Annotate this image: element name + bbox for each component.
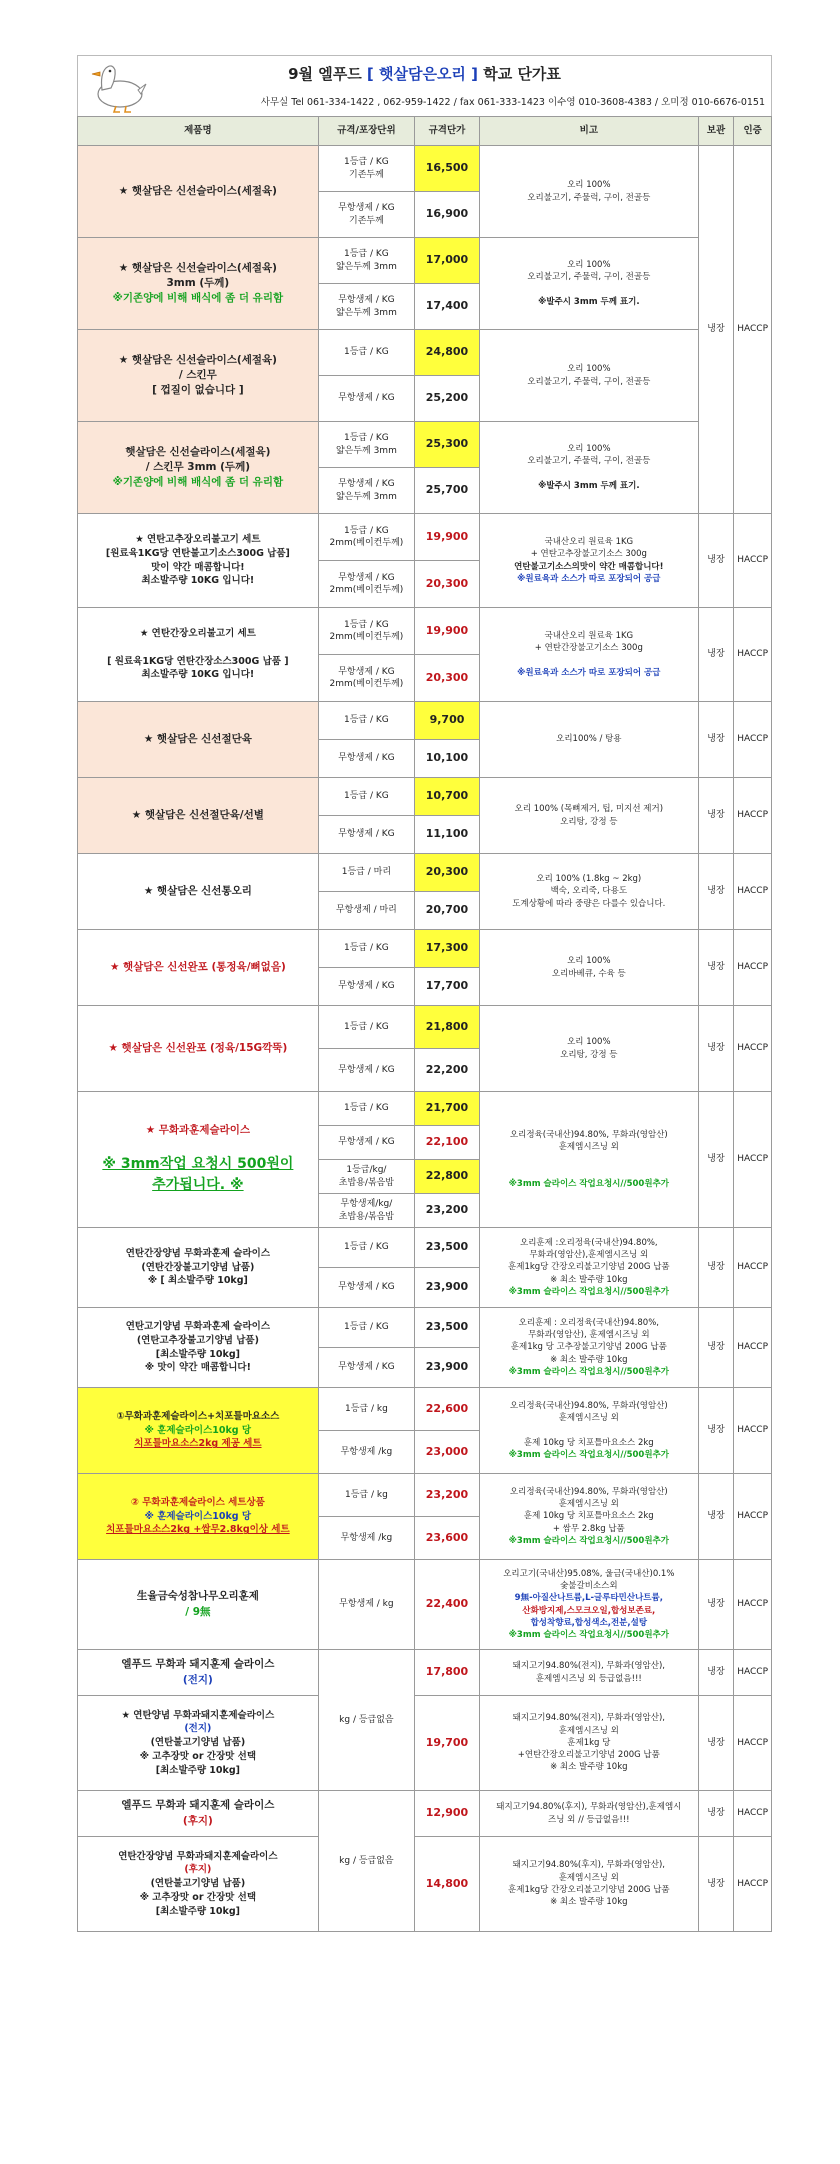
price-cell: 19,900 bbox=[415, 514, 480, 561]
note-cell: 돼지고기94.80%(전지), 무화과(영암산), 훈제엠시즈닝 외 등급없음!!! bbox=[479, 1650, 698, 1696]
sheet-header bbox=[77, 55, 772, 116]
spec-cell: 1등급 / KG 2mm(베이컨두께) bbox=[318, 514, 414, 561]
note-cell: 오리정육(국내산)94.80%, 무화과(영암산) 훈제엠시즈닝 외 훈제 10kg 당 치포틀마요소스 2kg + 쌈무 2.8kg 납품 ※3mm 슬라이스 작업요청시//500원추가 bbox=[479, 1474, 698, 1560]
storage-cell: 냉장 bbox=[698, 1388, 734, 1474]
price-cell: 23,500 bbox=[415, 1308, 480, 1348]
spec-cell: 1등급 / KG bbox=[318, 1006, 414, 1049]
price-cell: 11,100 bbox=[415, 816, 480, 854]
storage-cell: 냉장 bbox=[698, 1006, 734, 1092]
product-name: ★ 햇살담은 신선완포 (정육/15G깍뚝) bbox=[78, 1006, 319, 1092]
spec-cell: 무항생제 / KG bbox=[318, 376, 414, 422]
note-cell: 오리정육(국내산)94.80%, 무화과(영암산) 훈제엠시즈닝 외 훈제 10kg 당 치포틀마요소스 2kg ※3mm 슬라이스 작업요청시//500원추가 bbox=[479, 1388, 698, 1474]
spec-cell: 1등급 / KG bbox=[318, 778, 414, 816]
col-name: 제품명 bbox=[78, 117, 319, 146]
product-name: ★ 연탄양념 무화과돼지훈제슬라이스 (전지) (연탄불고기양념 납품) ※ 고추장맛 or 간장맛 선택 [최소발주량 10kg] bbox=[78, 1696, 319, 1791]
price-cell: 22,800 bbox=[415, 1160, 480, 1194]
product-name: ★ 연탄간장오리불고기 세트 [ 원료육1KG당 연탄간장소스300G 납품 ] 최소발주량 10KG 입니다! bbox=[78, 608, 319, 702]
table-row bbox=[78, 1650, 772, 1696]
spec-cell: 1등급 / KG bbox=[318, 930, 414, 968]
note-cell: 오리훈제 : 오리정육(국내산)94.80%, 무화과(영암산), 훈제엠시즈닝 외 훈제1kg 당 고추장불고기양념 200G 납품 ※ 최소 발주량 10kg ※3mm 슬라이스 작업요청시//500원추가 bbox=[479, 1308, 698, 1388]
price-cell: 17,400 bbox=[415, 284, 480, 330]
price-cell: 10,100 bbox=[415, 740, 480, 778]
cert-cell: HACCP bbox=[734, 1791, 772, 1837]
cert-cell: HACCP bbox=[734, 1837, 772, 1932]
storage-cell: 냉장 bbox=[698, 1092, 734, 1228]
table-row bbox=[78, 1696, 772, 1791]
storage-cell: 냉장 bbox=[698, 514, 734, 608]
product-name: ★ 햇살담은 신선절단육/선별 bbox=[78, 778, 319, 854]
product-name: ★ 햇살담은 신선슬라이스(세절육) / 스킨무 [ 껍질이 없습니다 ] bbox=[78, 330, 319, 422]
price-cell: 22,600 bbox=[415, 1388, 480, 1431]
note-cell: 돼지고기94.80%(후지), 무화과(영암산),훈제엠시 즈닝 외 // 등급없음!!! bbox=[479, 1791, 698, 1837]
note-cell: 오리 100% 오리불고기, 주물럭, 구이, 전골등 bbox=[479, 330, 698, 422]
spec-cell: 무항생제/kg/ 초밥용/볶음밥 bbox=[318, 1194, 414, 1228]
price-cell: 22,200 bbox=[415, 1049, 480, 1092]
price-cell: 17,300 bbox=[415, 930, 480, 968]
cert-cell: HACCP bbox=[734, 1228, 772, 1308]
table-row bbox=[78, 1308, 772, 1348]
product-name: 연탄간장양념 무화과돼지훈제슬라이스 (후지) (연탄불고기양념 납품) ※ 고추장맛 or 간장맛 선택 [최소발주량 10kg] bbox=[78, 1837, 319, 1932]
note-cell: 돼지고기94.80%(전지), 무화과(영암산), 훈제엠시즈닝 외 훈제1kg 당 +연탄간장오리불고기양념 200G 납품 ※ 최소 발주량 10kg bbox=[479, 1696, 698, 1791]
price-cell: 23,500 bbox=[415, 1228, 480, 1268]
note-cell: 국내산오리 원료육 1KG + 연탄간장불고기소스 300g ※원료육과 소스가 따로 포장되어 공급 bbox=[479, 608, 698, 702]
price-cell: 24,800 bbox=[415, 330, 480, 376]
product-name: ★ 햇살담은 신선슬라이스(세절육) 3mm (두께) ※기존양에 비해 배식에 좀 더 유리함 bbox=[78, 238, 319, 330]
table-row bbox=[78, 1006, 772, 1049]
price-cell: 22,100 bbox=[415, 1126, 480, 1160]
cert-cell: HACCP bbox=[734, 1696, 772, 1791]
spec-cell: 무항생제 / KG bbox=[318, 1268, 414, 1308]
price-cell: 20,300 bbox=[415, 561, 480, 608]
note-cell: 오리100% / 탕용 bbox=[479, 702, 698, 778]
storage-cell: 냉장 bbox=[698, 1650, 734, 1696]
note-cell: 오리 100% 오리탕, 강정 등 bbox=[479, 1006, 698, 1092]
spec-cell: 1등급 / kg bbox=[318, 1474, 414, 1517]
storage-cell: 냉장 bbox=[698, 608, 734, 702]
product-name: 연탄고기양념 무화과훈제 슬라이스 (연탄고추장불고기양념 납품) [최소발주량 10kg] ※ 맛이 약간 매콤합니다! bbox=[78, 1308, 319, 1388]
table-row bbox=[78, 1388, 772, 1431]
spec-cell: 1등급 / KG bbox=[318, 330, 414, 376]
price-cell: 23,900 bbox=[415, 1348, 480, 1388]
price-cell: 16,500 bbox=[415, 146, 480, 192]
price-cell: 17,700 bbox=[415, 968, 480, 1006]
table-row bbox=[78, 930, 772, 968]
col-price: 규격단가 bbox=[415, 117, 480, 146]
product-name: ★ 햇살담은 신선슬라이스(세절육) bbox=[78, 146, 319, 238]
price-cell: 23,600 bbox=[415, 1517, 480, 1560]
price-cell: 23,900 bbox=[415, 1268, 480, 1308]
price-cell: 23,200 bbox=[415, 1474, 480, 1517]
cert-cell: HACCP bbox=[734, 854, 772, 930]
spec-cell: 1등급 / KG 2mm(베이컨두께) bbox=[318, 608, 414, 655]
product-name: 연탄간장양념 무화과훈제 슬라이스 (연탄간장불고기양념 납품) ※ [ 최소발주량 10kg] bbox=[78, 1228, 319, 1308]
spec-cell: 무항생제 /kg bbox=[318, 1431, 414, 1474]
price-cell: 17,000 bbox=[415, 238, 480, 284]
spec-cell: 1등급/kg/ 초밥용/볶음밥 bbox=[318, 1160, 414, 1194]
price-cell: 17,800 bbox=[415, 1650, 480, 1696]
storage-cell: 냉장 bbox=[698, 854, 734, 930]
spec-cell: 1등급 / KG bbox=[318, 1092, 414, 1126]
table-row bbox=[78, 146, 772, 192]
table-row bbox=[78, 1560, 772, 1650]
cert-cell: HACCP bbox=[734, 1474, 772, 1560]
cert-cell: HACCP bbox=[734, 1560, 772, 1650]
product-name: ★ 연탄고추장오리불고기 세트 [원료육1KG당 연탄불고기소스300G 납품] 맛이 약간 매콤합니다! 최소발주량 10KG 입니다! bbox=[78, 514, 319, 608]
price-cell: 23,200 bbox=[415, 1194, 480, 1228]
price-cell: 21,800 bbox=[415, 1006, 480, 1049]
spec-cell: 무항생제 / KG 얇은두께 3mm bbox=[318, 284, 414, 330]
price-cell: 20,300 bbox=[415, 854, 480, 892]
storage-cell: 냉장 bbox=[698, 930, 734, 1006]
storage-cell: 냉장 bbox=[698, 1308, 734, 1388]
note-cell: 오리 100% (목뼈제거, 팁, 미지선 제거) 오리탕, 강정 등 bbox=[479, 778, 698, 854]
storage-cell: 냉장 bbox=[698, 1474, 734, 1560]
storage-cell: 냉장 bbox=[698, 702, 734, 778]
price-cell: 19,900 bbox=[415, 608, 480, 655]
spec-cell: 무항생제 / KG bbox=[318, 1126, 414, 1160]
cert-cell: HACCP bbox=[734, 514, 772, 608]
spec-cell: kg / 등급없음 bbox=[318, 1650, 414, 1791]
spec-cell: 1등급 / KG bbox=[318, 1308, 414, 1348]
note-cell: 오리 100% 오리불고기, 주물럭, 구이, 전골등 bbox=[479, 146, 698, 238]
table-row bbox=[78, 238, 772, 284]
product-name: ①무화과훈제슬라이스+치포틀마요소스 ※ 훈제슬라이스10kg 당 치포틀마요소스2kg 제공 세트 bbox=[78, 1388, 319, 1474]
spec-cell: 무항생제 /kg bbox=[318, 1517, 414, 1560]
note-cell: 오리 100% 오리불고기, 주물럭, 구이, 전골등 ※발주시 3mm 두께 표기. bbox=[479, 422, 698, 514]
price-cell: 9,700 bbox=[415, 702, 480, 740]
table-row bbox=[78, 514, 772, 561]
cert-cell: HACCP bbox=[734, 146, 772, 514]
product-name: ★ 햇살담은 신선통오리 bbox=[78, 854, 319, 930]
spec-cell: 1등급 / KG 얇은두께 3mm bbox=[318, 422, 414, 468]
product-name: 生율금숙성참나무오리훈제 / 9無 bbox=[78, 1560, 319, 1650]
table-row bbox=[78, 1791, 772, 1837]
spec-cell: 1등급 / KG bbox=[318, 702, 414, 740]
price-cell: 23,000 bbox=[415, 1431, 480, 1474]
price-cell: 10,700 bbox=[415, 778, 480, 816]
table-row bbox=[78, 422, 772, 468]
spec-cell: 1등급 / KG 기존두께 bbox=[318, 146, 414, 192]
spec-cell: 무항생제 / KG bbox=[318, 740, 414, 778]
table-row bbox=[78, 702, 772, 740]
table-row bbox=[78, 330, 772, 376]
note-cell: 돼지고기94.80%(후지), 무화과(영암산), 훈제엠시즈닝 외 훈제1kg당 간장오리불고기양념 200G 납품 ※ 최소 발주량 10kg bbox=[479, 1837, 698, 1932]
spec-cell: 무항생제 / kg bbox=[318, 1560, 414, 1650]
spec-cell: 무항생제 / KG bbox=[318, 1348, 414, 1388]
storage-cell: 냉장 bbox=[698, 778, 734, 854]
price-cell: 19,700 bbox=[415, 1696, 480, 1791]
table-row bbox=[78, 1092, 772, 1126]
table-row bbox=[78, 854, 772, 892]
storage-cell: 냉장 bbox=[698, 1228, 734, 1308]
table-row bbox=[78, 608, 772, 655]
product-name: ★ 무화과훈제슬라이스 ※ 3mm작업 요청시 500원이 추가됩니다. ※ bbox=[78, 1092, 319, 1228]
col-spec: 규격/포장단위 bbox=[318, 117, 414, 146]
cert-cell: HACCP bbox=[734, 930, 772, 1006]
cert-cell: HACCP bbox=[734, 1308, 772, 1388]
price-table bbox=[77, 116, 772, 1932]
note-cell: 오리 100% (1.8kg ~ 2kg) 백숙, 오리죽, 다용도 도계상황에 따라 중량은 다를수 있습니다. bbox=[479, 854, 698, 930]
cert-cell: HACCP bbox=[734, 702, 772, 778]
price-cell: 22,400 bbox=[415, 1560, 480, 1650]
product-name: ★ 햇살담은 신선절단육 bbox=[78, 702, 319, 778]
table-row bbox=[78, 1228, 772, 1268]
price-cell: 20,300 bbox=[415, 655, 480, 702]
product-name: 엘푸드 무화과 돼지훈제 슬라이스 (전지) bbox=[78, 1650, 319, 1696]
product-name: 엘푸드 무화과 돼지훈제 슬라이스 (후지) bbox=[78, 1791, 319, 1837]
cert-cell: HACCP bbox=[734, 778, 772, 854]
page-title: 9월 엘푸드 [ 햇살담은오리 ] 학교 단가표 bbox=[288, 65, 561, 83]
table-row bbox=[78, 1837, 772, 1932]
price-sheet bbox=[77, 55, 772, 1932]
storage-cell: 냉장 bbox=[698, 1791, 734, 1837]
spec-cell: 1등급 / kg bbox=[318, 1388, 414, 1431]
spec-cell: 무항생제 / KG bbox=[318, 968, 414, 1006]
note-cell: 오리 100% 오리바베큐, 수육 등 bbox=[479, 930, 698, 1006]
spec-cell: 무항생제 / 마리 bbox=[318, 892, 414, 930]
storage-cell: 냉장 bbox=[698, 1696, 734, 1791]
note-cell: 오리훈제 :오리정육(국내산)94.80%, 무화과(영암산),훈제엠시즈닝 외 훈제1kg당 간장오리불고기양념 200G 납품 ※ 최소 발주량 10kg ※3mm 슬라이스 작업요청시//500원추가 bbox=[479, 1228, 698, 1308]
spec-cell: kg / 등급없음 bbox=[318, 1791, 414, 1932]
col-note: 비고 bbox=[479, 117, 698, 146]
col-cert: 인증 bbox=[734, 117, 772, 146]
price-cell: 14,800 bbox=[415, 1837, 480, 1932]
storage-cell: 냉장 bbox=[698, 1837, 734, 1932]
col-storage: 보관 bbox=[698, 117, 734, 146]
storage-cell: 냉장 bbox=[698, 1560, 734, 1650]
product-name: 햇살담은 신선슬라이스(세절육) / 스킨무 3mm (두께) ※기존양에 비해 배식에 좀 더 유리함 bbox=[78, 422, 319, 514]
note-cell: 오리 100% 오리불고기, 주물럭, 구이, 전골등 ※발주시 3mm 두께 표기. bbox=[479, 238, 698, 330]
price-cell: 21,700 bbox=[415, 1092, 480, 1126]
spec-cell: 무항생제 / KG bbox=[318, 816, 414, 854]
cert-cell: HACCP bbox=[734, 1650, 772, 1696]
product-name: ★ 햇살담은 신선완포 (통정육/뼈없음) bbox=[78, 930, 319, 1006]
cert-cell: HACCP bbox=[734, 1388, 772, 1474]
spec-cell: 무항생제 / KG 얇은두께 3mm bbox=[318, 468, 414, 514]
price-cell: 25,700 bbox=[415, 468, 480, 514]
cert-cell: HACCP bbox=[734, 608, 772, 702]
cert-cell: HACCP bbox=[734, 1092, 772, 1228]
note-cell: 오리고기(국내산)95.08%, 울금(국내산)0.1% 숯불갈비소스외 9無-아질산나트륨,L-글루타민산나트륨, 산화방지제,스모크오일,합성보존료, 합성착향료,합성색소,전분,설탕 ※3mm 슬라이스 작업요청시//500원추가 bbox=[479, 1560, 698, 1650]
contact-info: 사무실 Tel 061-334-1422 , 062-959-1422 / fax 061-333-1423 이수영 010-3608-4383 / 오미정 010-6676-0151 bbox=[260, 97, 765, 108]
price-cell: 12,900 bbox=[415, 1791, 480, 1837]
spec-cell: 무항생제 / KG 기존두께 bbox=[318, 192, 414, 238]
price-cell: 25,200 bbox=[415, 376, 480, 422]
table-row bbox=[78, 1474, 772, 1517]
price-cell: 20,700 bbox=[415, 892, 480, 930]
price-cell: 25,300 bbox=[415, 422, 480, 468]
note-cell: 오리정육(국내산)94.80%, 무화과(영암산) 훈제엠시즈닝 외 ※3mm 슬라이스 작업요청시//500원추가 bbox=[479, 1092, 698, 1228]
cert-cell: HACCP bbox=[734, 1006, 772, 1092]
spec-cell: 1등급 / 마리 bbox=[318, 854, 414, 892]
spec-cell: 1등급 / KG bbox=[318, 1228, 414, 1268]
price-cell: 16,900 bbox=[415, 192, 480, 238]
spec-cell: 1등급 / KG 얇은두께 3mm bbox=[318, 238, 414, 284]
note-cell: 국내산오리 원료육 1KG + 연탄고추장불고기소스 300g 연탄불고기소스의맛이 약간 매콤합니다! ※원료육과 소스가 따로 포장되어 공급 bbox=[479, 514, 698, 608]
spec-cell: 무항생제 / KG 2mm(베이컨두께) bbox=[318, 561, 414, 608]
table-header-row bbox=[78, 117, 772, 146]
product-name: ② 무화과훈제슬라이스 세트상품 ※ 훈제슬라이스10kg 당 치포틀마요소스2kg +쌈무2.8kg이상 세트 bbox=[78, 1474, 319, 1560]
table-row bbox=[78, 778, 772, 816]
spec-cell: 무항생제 / KG 2mm(베이컨두께) bbox=[318, 655, 414, 702]
spec-cell: 무항생제 / KG bbox=[318, 1049, 414, 1092]
storage-cell: 냉장 bbox=[698, 146, 734, 514]
